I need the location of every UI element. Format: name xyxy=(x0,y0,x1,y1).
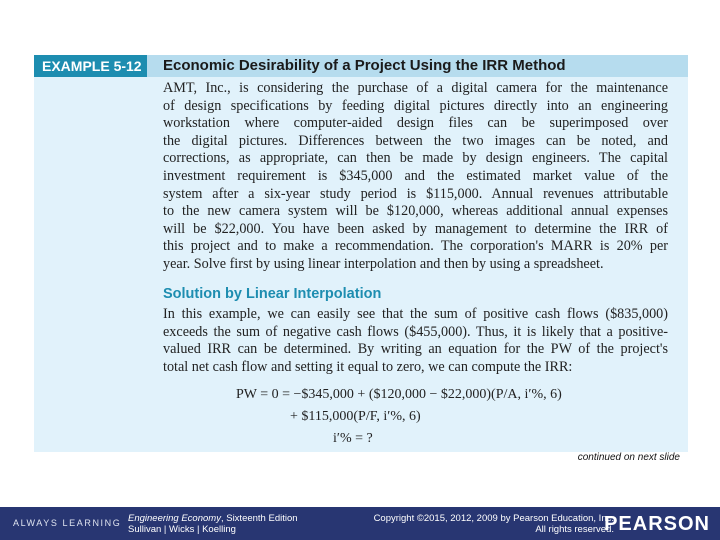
copyright xyxy=(374,513,614,535)
text-line: investment requirement is $345,000 and the estimated market value of the xyxy=(163,167,668,184)
example-label: EXAMPLE 5-12 xyxy=(34,55,147,77)
book-edition: , Sixteenth Edition xyxy=(220,513,298,524)
text-line: AMT, Inc., is considering the purchase of a digital camera for the maintenance xyxy=(163,80,668,96)
continued-note: continued on next slide xyxy=(577,452,680,463)
rights-text: All rights reserved. xyxy=(535,524,614,535)
text-line: In this example, we can easily see that the sum of positive cash flows ($835,000) xyxy=(163,306,668,322)
text-line: system after a six-year study period is $115,000. Annual revenues attributable xyxy=(163,185,668,202)
problem-statement xyxy=(163,80,668,274)
equation-line-2: + $115,000(P/F, i′%, 6) xyxy=(290,409,421,424)
text-line: exceeds the sum of negative cash flows ($455,000). Thus, it is likely that a positive- xyxy=(163,323,668,340)
text-line: total net cash flow and setting it equal to zero, we can compute the IRR: xyxy=(163,358,573,375)
pearson-logo: PEARSON xyxy=(604,513,710,535)
text-line: valued IRR can be determined. By writing an equation for the PW of the project's xyxy=(163,341,668,358)
text-line: this project and to make a recommendation. The corporation's MARR is 20% per xyxy=(163,238,668,255)
text-line: workstation where computer-aided design files can be superimposed over xyxy=(163,115,668,132)
text-line: will be $22,000. You have been asked by management to determine the IRR of xyxy=(163,220,668,237)
equation-line-1: PW = 0 = −$345,000 + ($120,000 − $22,000)(P/A, i′%, 6) xyxy=(236,387,562,402)
authors: Sullivan | Wicks | Koelling xyxy=(128,524,236,535)
solution-text xyxy=(163,306,668,376)
equation-line-3: i′% = ? xyxy=(333,431,373,446)
footer-bar xyxy=(0,507,720,540)
text-line: corrections, as appropriate, can then be made by design engineers. The capital xyxy=(163,150,668,167)
text-line: to the new camera system will be $120,000, whereas additional annual expenses xyxy=(163,203,668,220)
book-info xyxy=(128,513,298,535)
always-learning-tagline: ALWAYS LEARNING xyxy=(13,518,122,528)
book-title: Engineering Economy xyxy=(128,513,221,524)
text-line: year. Solve first by using linear interpolation and then by using a spreadsheet. xyxy=(163,255,604,272)
example-title: Economic Desirability of a Project Using the IRR Method xyxy=(147,55,688,77)
text-line: of design specifications by feeding digital pictures directly into an engineering xyxy=(163,97,668,114)
solution-heading: Solution by Linear Interpolation xyxy=(163,286,382,302)
text-line: the digital pictures. Differences between the two images can be noted, and xyxy=(163,132,668,149)
copyright-text: Copyright ©2015, 2012, 2009 by Pearson Education, Inc. xyxy=(373,513,614,524)
